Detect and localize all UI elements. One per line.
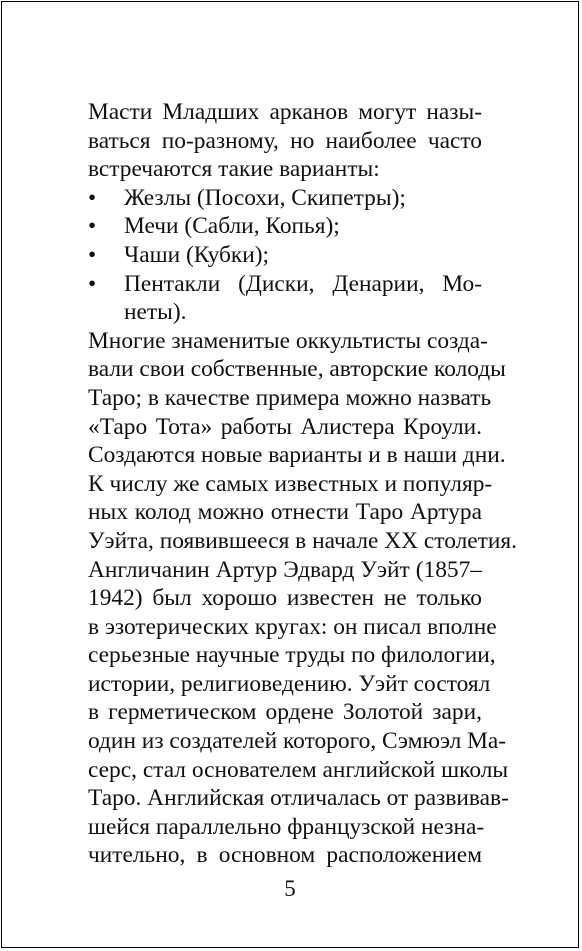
text-line: Масти Младших арканов могут назы- (88, 99, 482, 125)
text-line: Таро; в качестве примера можно назвать (88, 384, 492, 411)
text-line: Уэйта, появившееся в начале XX столетия. (88, 527, 518, 554)
text-line: ных колод можно отнести Таро Артура (88, 499, 482, 526)
text-line: ваться по-разному, но наиболее часто (88, 127, 482, 154)
bullet-marker: • (88, 213, 97, 240)
text-line: Многие знаменитые оккультисты созда- (88, 327, 488, 354)
text-line: серс, стал основателем английской школы (88, 756, 509, 783)
text-line: в герметическом ордене Золотой зари, (88, 699, 482, 726)
text-line: «Таро Тота» работы Алистера Кроули. (88, 413, 482, 440)
page-number: 5 (284, 876, 296, 901)
list-item-text: Мечи (Сабли, Копья); (124, 213, 340, 240)
paragraph-3 (88, 556, 509, 871)
list-item-text: Пентакли (Диски, Денарии, Мо- (124, 270, 482, 297)
page-text (88, 98, 518, 870)
list-item-text: Чаши (Кубки); (124, 241, 270, 268)
text-line: Таро. Английская отличалась от развивав- (88, 785, 509, 812)
list-item-continuation: неты). (124, 299, 187, 326)
text-line: истории, религиоведению. Уэйт состоял (88, 670, 491, 697)
text-line: Создаются новые варианты и в наши дни. (88, 442, 506, 469)
list-item (88, 270, 482, 299)
list-item (88, 184, 482, 213)
text-line: один из создателей которого, Сэмюэл Ма- (88, 728, 507, 755)
paragraph-2 (88, 327, 518, 556)
paragraph-1 (88, 98, 482, 184)
book-page (1, 1, 579, 948)
list-item (88, 241, 482, 270)
text-line: серьезные научные труды по филологии, (88, 642, 496, 669)
list-item (88, 212, 482, 241)
bullet-marker: • (88, 184, 97, 211)
list-item-text: Жезлы (Посохи, Скипетры); (124, 184, 406, 211)
text-line: 1942) был хорошо известен не только (88, 585, 482, 612)
text-line: в эзотерических кругах: он писал вполне (88, 613, 497, 640)
text-line: Англичанин Артур Эдвард Уэйт (1857– (88, 556, 482, 583)
bullet-marker: • (88, 270, 97, 297)
bullet-list (88, 184, 482, 327)
text-line: К числу же самых известных и популяр- (88, 470, 493, 497)
text-line: чительно, в основном расположением (88, 842, 482, 869)
text-line: шейся параллельно французской незна- (88, 813, 485, 840)
text-line: вали свои собственные, авторские колоды (88, 356, 506, 383)
text-line: встречаются такие варианты: (88, 156, 380, 183)
bullet-marker: • (88, 241, 97, 268)
